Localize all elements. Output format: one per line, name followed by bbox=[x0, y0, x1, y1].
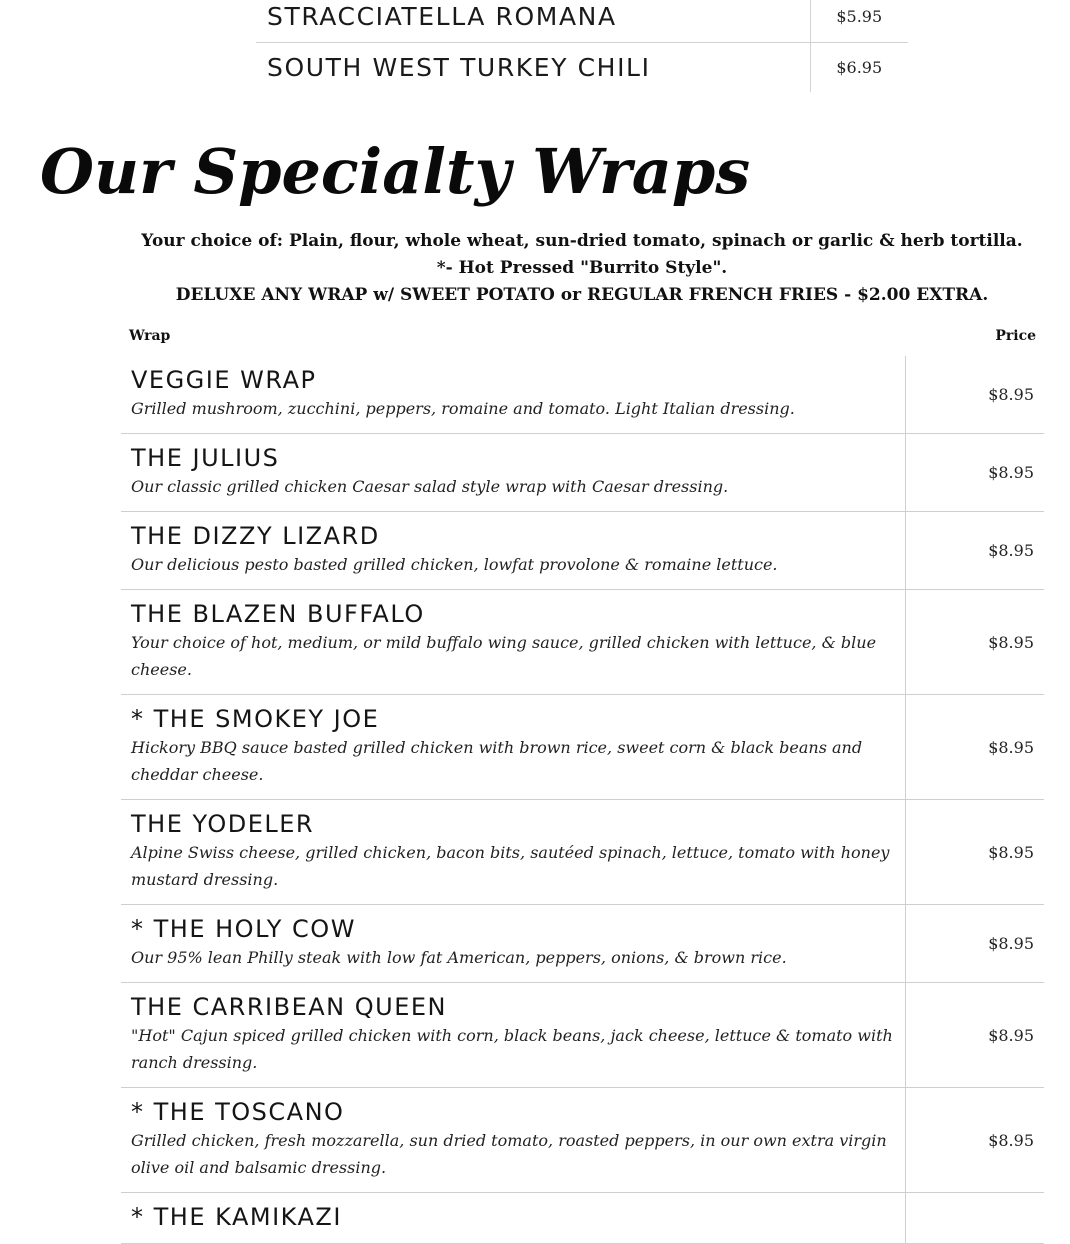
wrap-info-cell bbox=[121, 1193, 905, 1244]
wrap-name: * THE KAMIKAZI bbox=[131, 1203, 342, 1231]
wrap-info-cell bbox=[121, 905, 905, 983]
wrap-name: THE BLAZEN BUFFALO bbox=[131, 600, 425, 628]
soup-row bbox=[256, 42, 908, 92]
table-row bbox=[121, 905, 1044, 983]
wrap-price: $8.95 bbox=[905, 1088, 1044, 1193]
table-row bbox=[121, 800, 1044, 905]
wrap-description: "Hot" Cajun spiced grilled chicken with corn, black beans, jack cheese, lettuce & tomato with ranch dressing. bbox=[131, 1026, 893, 1072]
table-row bbox=[121, 590, 1044, 695]
wrap-name: * THE HOLY COW bbox=[131, 915, 356, 943]
wrap-name: THE YODELER bbox=[131, 810, 315, 838]
wrap-description: Grilled chicken, fresh mozzarella, sun dried tomato, roasted peppers, in our own extra virgin olive oil and balsamic dressing. bbox=[131, 1131, 887, 1177]
deluxe-fries-note: DELUXE ANY WRAP w/ SWEET POTATO or REGULAR FRENCH FRIES - $2.00 EXTRA. bbox=[175, 285, 989, 305]
table-row bbox=[121, 1088, 1044, 1193]
wrap-info-cell bbox=[121, 590, 905, 695]
wrap-name: * THE SMOKEY JOE bbox=[131, 705, 380, 733]
wrap-table-header bbox=[121, 326, 1044, 348]
wrap-price: $8.95 bbox=[905, 512, 1044, 590]
wrap-info-cell bbox=[121, 356, 905, 434]
soup-row bbox=[256, 0, 908, 42]
wrap-description: Your choice of hot, medium, or mild buffalo wing sauce, grilled chicken with lettuce, & blue cheese. bbox=[131, 633, 877, 679]
hot-pressed-note: *- Hot Pressed "Burrito Style". bbox=[436, 258, 728, 278]
table-row bbox=[121, 695, 1044, 800]
table-row bbox=[121, 512, 1044, 590]
wrap-description: Our classic grilled chicken Caesar salad style wrap with Caesar dressing. bbox=[131, 477, 729, 496]
wrap-info-cell bbox=[121, 1088, 905, 1193]
soup-price: $5.95 bbox=[836, 7, 883, 27]
wrap-price bbox=[905, 1193, 1044, 1244]
wrap-info-cell bbox=[121, 695, 905, 800]
wrap-table bbox=[121, 356, 1044, 1244]
wrap-price: $8.95 bbox=[905, 356, 1044, 434]
table-row bbox=[121, 983, 1044, 1088]
wrap-description: Our delicious pesto basted grilled chicken, lowfat provolone & romaine lettuce. bbox=[131, 555, 778, 574]
wrap-price: $8.95 bbox=[905, 590, 1044, 695]
wrap-notes bbox=[120, 228, 1044, 309]
soup-table bbox=[256, 0, 908, 92]
wrap-description: Our 95% lean Philly steak with low fat American, peppers, onions, & brown rice. bbox=[131, 948, 787, 967]
wrap-description: Hickory BBQ sauce basted grilled chicken with brown rice, sweet corn & black beans and cheddar cheese. bbox=[131, 738, 863, 784]
wrap-price: $8.95 bbox=[905, 983, 1044, 1088]
column-header-price: Price bbox=[995, 328, 1036, 344]
column-header-wrap: Wrap bbox=[129, 328, 171, 344]
table-row bbox=[121, 356, 1044, 434]
wrap-info-cell bbox=[121, 800, 905, 905]
wrap-price: $8.95 bbox=[905, 800, 1044, 905]
wrap-description: Grilled mushroom, zucchini, peppers, romaine and tomato. Light Italian dressing. bbox=[131, 399, 795, 418]
wrap-info-cell bbox=[121, 434, 905, 512]
table-row bbox=[121, 434, 1044, 512]
soup-price: $6.95 bbox=[836, 57, 883, 77]
soup-name: SOUTH WEST TURKEY CHILI bbox=[256, 42, 810, 92]
wrap-price: $8.95 bbox=[905, 434, 1044, 512]
table-row bbox=[121, 1193, 1044, 1244]
wrap-info-cell bbox=[121, 512, 905, 590]
wrap-description: Alpine Swiss cheese, grilled chicken, bacon bits, sautéed spinach, lettuce, tomato with honey mustard dressing. bbox=[131, 843, 890, 889]
wrap-name: THE JULIUS bbox=[131, 444, 280, 472]
wrap-name: THE DIZZY LIZARD bbox=[131, 522, 380, 550]
wrap-name: THE CARRIBEAN QUEEN bbox=[131, 993, 447, 1021]
section-title: Our Specialty Wraps bbox=[40, 135, 751, 208]
tortilla-choice-note: Your choice of: Plain, flour, whole wheat, sun-dried tomato, spinach or garlic & herb tortilla. bbox=[141, 231, 1023, 251]
wrap-info-cell bbox=[121, 983, 905, 1088]
wrap-price: $8.95 bbox=[905, 695, 1044, 800]
soup-name: STRACCIATELLA ROMANA bbox=[256, 0, 810, 42]
wrap-price: $8.95 bbox=[905, 905, 1044, 983]
wrap-name: * THE TOSCANO bbox=[131, 1098, 345, 1126]
wrap-name: VEGGIE WRAP bbox=[131, 366, 317, 394]
